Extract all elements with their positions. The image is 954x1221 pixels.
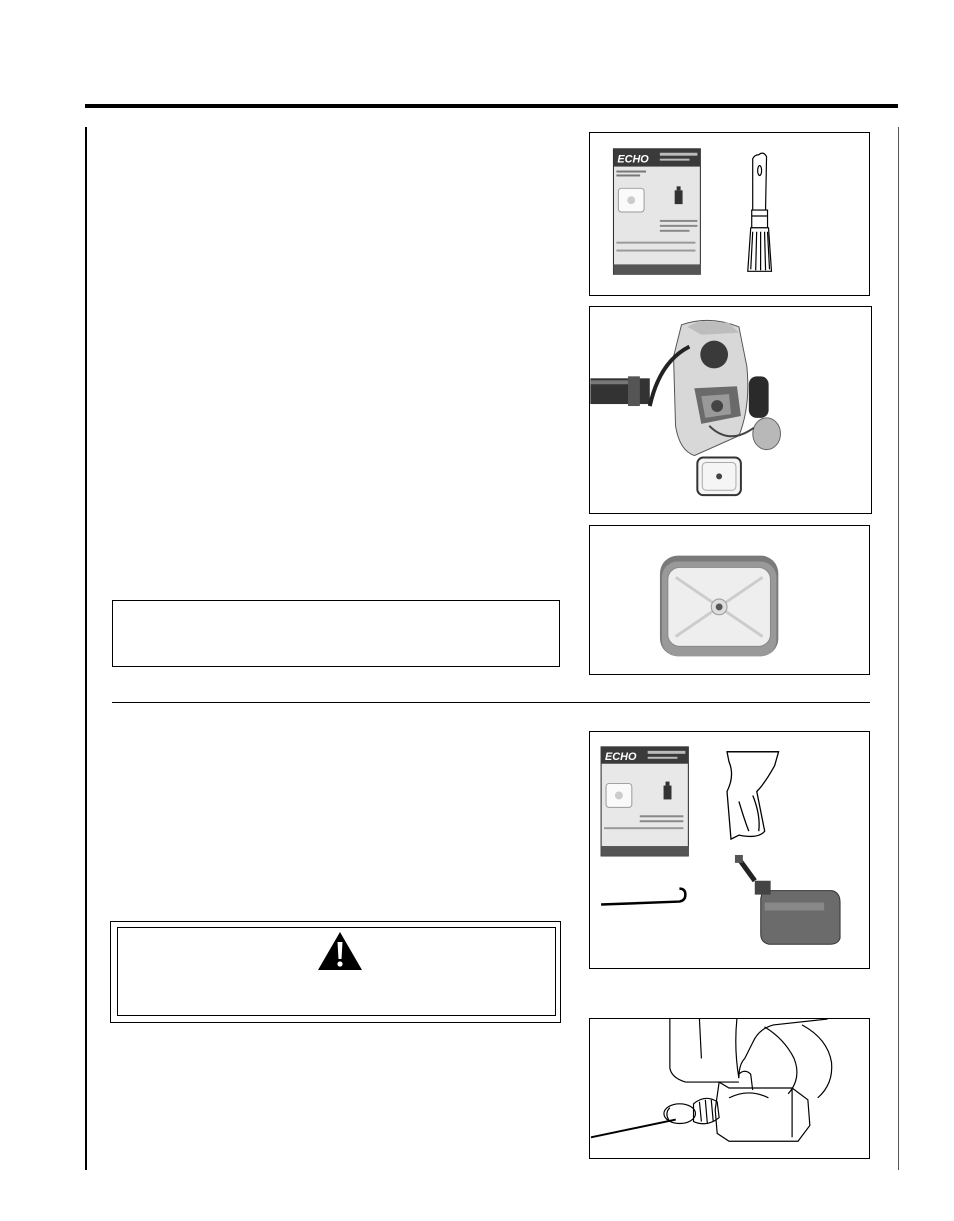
figure-fuel-filter-removal (589, 1018, 870, 1159)
right-margin-line (898, 127, 899, 1170)
kit-brand-logo: ECHO (605, 750, 637, 763)
header-rule (85, 104, 898, 108)
section-divider (112, 702, 870, 703)
figure-air-filter (589, 525, 870, 675)
note-box (112, 600, 560, 667)
shop-rag-icon (727, 752, 779, 839)
wire-hook-icon (601, 889, 685, 905)
figure-engine-filter-removed (589, 306, 872, 514)
parts-kit-card-icon (613, 149, 700, 274)
trimmer-engine-photo (590, 320, 780, 455)
figure-kit-and-brush (589, 132, 870, 296)
kit-brand-logo: ECHO (617, 153, 649, 166)
fuel-tank-filter-drawing (591, 1019, 832, 1141)
paint-brush-icon (748, 153, 772, 271)
air-filter-icon (697, 458, 741, 496)
left-margin-line (85, 127, 87, 1170)
warning-triangle-icon (317, 931, 363, 971)
fuel-can-icon (735, 855, 840, 944)
air-filter-photo (660, 556, 778, 657)
figure-kit-rag-hook-can (589, 731, 870, 969)
parts-kit-card-icon (601, 747, 688, 856)
